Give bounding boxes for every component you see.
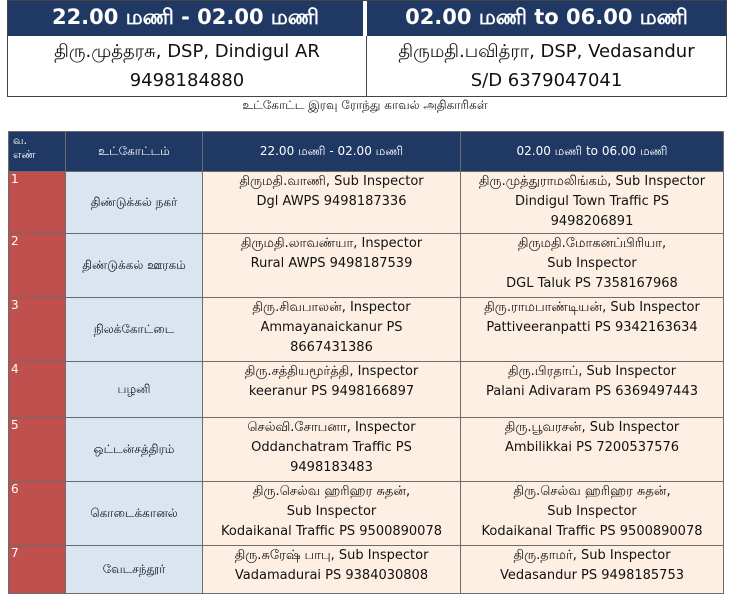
shift1-officer-line: திரு.சுரேஷ் பாபு, Sub Inspector [234, 548, 429, 563]
subdivision-name: நிலக்கோட்டை [66, 298, 203, 362]
shift1-officer-line: திரு.செல்வ ஹரிஹர சுதன், [252, 484, 411, 499]
row-number: 6 [9, 482, 66, 546]
shift-summary-box [7, 0, 727, 97]
header-subdivision: உட்கோட்டம் [66, 132, 203, 172]
subdivision-name: ஒட்டன்சத்திரம் [66, 418, 203, 482]
shift1-officer-line: Vadamadurai PS 9384030808 [234, 568, 429, 583]
shift1-dsp [8, 36, 367, 96]
subdivision-name: திண்டுக்கல் ஊரகம் [66, 234, 203, 298]
shift2-officer-line: Pattiveeranpatti PS 9342163634 [486, 320, 698, 335]
table-row [9, 418, 724, 482]
shift2-officer-line: திருமதி.மோகனப்பிரியா, [517, 236, 667, 251]
shift1-officer-line: திரு.சிவபாலன், Inspector [252, 300, 411, 315]
shift1-dsp-name: திரு.முத்தரசு, DSP, Dindigul AR [54, 41, 320, 62]
shift2-officer-line: Sub Inspector [547, 504, 637, 519]
shift2-officer-line: Sub Inspector [547, 256, 637, 271]
shift2-officer-cell [461, 234, 724, 298]
header-shift1: 22.00 மணி - 02.00 மணி [203, 132, 461, 172]
row-number: 1 [9, 172, 66, 234]
shift1-officer-cell [203, 234, 461, 298]
subdivision-name: திண்டுக்கல் நகர் [66, 172, 203, 234]
header-serial-no [9, 132, 66, 172]
shift2-officer-line: Vedasandur PS 9498185753 [500, 568, 684, 583]
table-caption: உட்கோட்ட இரவு ரோந்து காவல் அதிகாரிகள் [242, 98, 488, 112]
table-row [9, 172, 724, 234]
shift2-officer-line: திரு.பூவரசன், Sub Inspector [504, 420, 680, 435]
table-header-row [9, 132, 724, 172]
shift2-dsp-name: திருமதி.பவித்ரா, DSP, Vedasandur [398, 41, 695, 62]
shift1-officer-line: Kodaikanal Traffic PS 9500890078 [221, 524, 442, 539]
shift1-dsp-phone: 9498184880 [129, 70, 245, 91]
shift2-dsp [367, 36, 726, 96]
shift1-officer-line: திருமதி.லாவண்யா, Inspector [240, 236, 423, 251]
shift2-officer-line: Palani Adivaram PS 6369497443 [485, 384, 698, 399]
shift2-officer-line: Ambilikkai PS 7200537576 [504, 440, 680, 455]
shift2-officer-line: திரு.முத்துராமலிங்கம், Sub Inspector [478, 174, 706, 189]
shift1-officer-cell [203, 546, 461, 594]
shift2-officer-cell [461, 546, 724, 594]
shift1-officer-line: Rural AWPS 9498187539 [250, 256, 413, 271]
shift2-officer-line: திரு.ராமபாண்டியன், Sub Inspector [484, 300, 700, 315]
shift1-officer-cell [203, 362, 461, 418]
shift1-officer-line: 8667431386 [290, 340, 373, 355]
shift1-officer-line: திருமதி.வாணி, Sub Inspector [239, 174, 424, 189]
table-row [9, 482, 724, 546]
shift2-officer-line: திரு.தாமர், Sub Inspector [513, 548, 671, 563]
shift1-officer-cell [203, 418, 461, 482]
shift1-officer-line: 9498183483 [290, 460, 373, 475]
shift2-officer-cell [461, 482, 724, 546]
shift1-officer-cell [203, 298, 461, 362]
shift1-officer-line: செல்வி.சோபனா, Inspector [247, 420, 416, 435]
shift2-officer-cell [461, 418, 724, 482]
shift1-officer-line: Dgl AWPS 9498187336 [256, 194, 407, 209]
subdivision-name: பழனி [66, 362, 203, 418]
row-number: 3 [9, 298, 66, 362]
shift2-officer-line: Kodaikanal Traffic PS 9500890078 [481, 524, 703, 539]
shift1-officer-line: திரு.சத்தியமூர்த்தி, Inspector [244, 364, 419, 379]
row-number: 2 [9, 234, 66, 298]
table-row [9, 546, 724, 594]
shift2-officer-cell [461, 172, 724, 234]
header-serial-no-line2: எண் [13, 148, 36, 161]
shift2-dsp-phone: S/D 6379047041 [470, 70, 623, 91]
header-shift2: 02.00 மணி to 06.00 மணி [461, 132, 724, 172]
subdivision-name: வேடசந்தூர் [66, 546, 203, 594]
shift2-officer-cell [461, 362, 724, 418]
row-number: 7 [9, 546, 66, 594]
row-number: 5 [9, 418, 66, 482]
patrol-officers-table [8, 131, 724, 594]
table-row [9, 234, 724, 298]
shift2-officer-line: 9498206891 [550, 214, 634, 229]
shift2-officer-cell [461, 298, 724, 362]
table-row [9, 362, 724, 418]
shift1-officer-line: Ammayanaickanur PS [260, 320, 403, 335]
shift2-officer-line: திரு.செல்வ ஹரிஹர சுதன், [513, 484, 671, 499]
shift2-officer-line: திரு.பிரதாப், Sub Inspector [507, 364, 677, 379]
shift1-time-header: 22.00 மணி - 02.00 மணி [8, 1, 365, 36]
header-serial-no-line1: வ. [13, 134, 28, 147]
shift1-officer-line: Sub Inspector [286, 504, 377, 519]
shift2-officer-line: Dindigul Town Traffic PS [515, 194, 669, 209]
shift1-officer-line: keeranur PS 9498166897 [248, 384, 415, 399]
subdivision-name: கொடைக்கானல் [66, 482, 203, 546]
row-number: 4 [9, 362, 66, 418]
shift2-officer-line: DGL Taluk PS 7358167968 [506, 276, 678, 291]
table-row [9, 298, 724, 362]
shift1-officer-cell [203, 482, 461, 546]
shift1-officer-cell [203, 172, 461, 234]
shift2-time-header: 02.00 மணி to 06.00 மணி [367, 1, 726, 36]
shift1-officer-line: Oddanchatram Traffic PS [251, 440, 412, 455]
